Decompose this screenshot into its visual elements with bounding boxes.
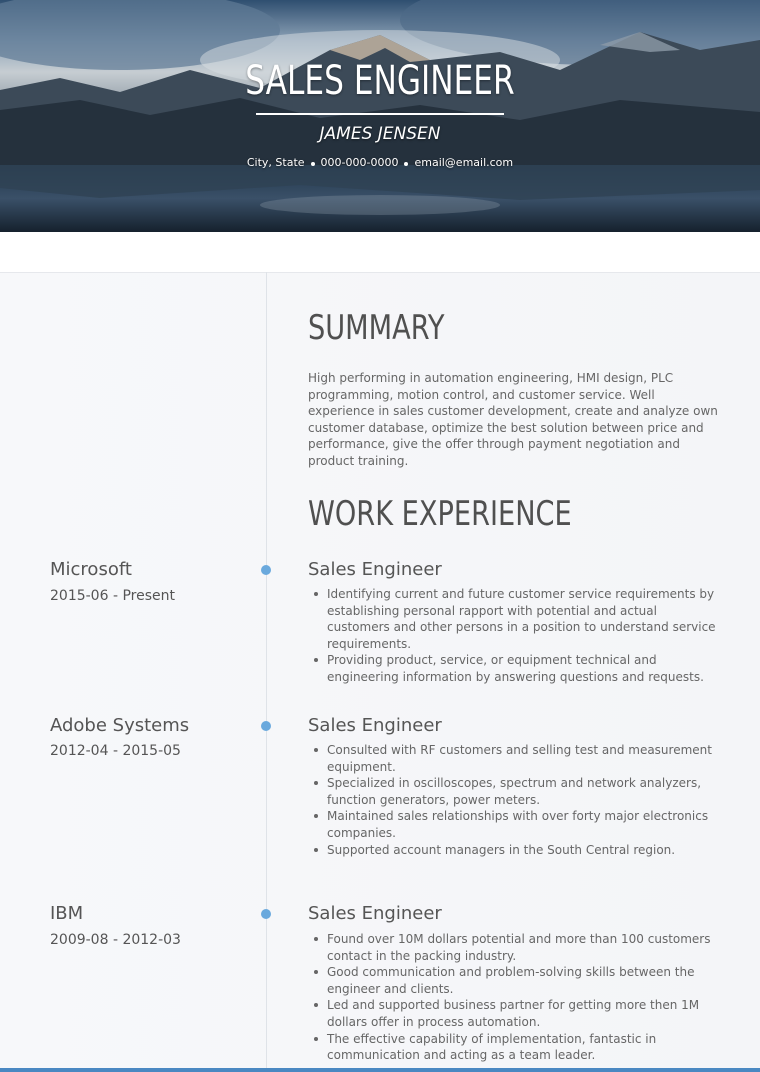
list-item: Specialized in oscilloscopes, spectrum and network analyzers, function generators, power meters.	[308, 775, 718, 808]
timeline-line	[266, 272, 267, 1072]
job-title: Sales Engineer	[308, 903, 442, 924]
job-bullets	[308, 742, 718, 858]
list-item: Providing product, service, or equipment technical and engineering information by answering questions and requests.	[308, 652, 718, 685]
summary-text: High performing in automation engineering, HMI design, PLC programming, motion control, and customer service. Well experience in sales customer development, create and analyze own customer database, optimize the best solution between price and performance, give the offer through payment negotiation and product training.	[308, 371, 718, 468]
list-item: Led and supported business partner for getting more then 1M dollars offer in process automation.	[308, 997, 718, 1030]
list-item: Consulted with RF customers and selling test and measurement equipment.	[308, 742, 718, 775]
list-item: Maintained sales relationships with over forty major electronics companies.	[308, 808, 718, 841]
list-item: Identifying current and future customer service requirements by establishing personal rapport with potential and actual customers and other persons in a position to understand service requirements.	[308, 586, 718, 652]
job-dates: 2015-06 - Present	[50, 588, 175, 604]
bottom-accent-bar	[0, 1068, 760, 1072]
timeline-dot-icon	[261, 909, 271, 919]
job-bullets	[308, 586, 718, 686]
summary-heading: SUMMARY	[308, 308, 445, 348]
work-experience-heading: WORK EXPERIENCE	[308, 494, 572, 534]
list-item: Good communication and problem-solving skills between the engineer and clients.	[308, 964, 718, 997]
separator-dot-icon	[311, 162, 315, 166]
contact-line	[0, 156, 760, 169]
job-dates: 2009-08 - 2012-03	[50, 932, 181, 948]
mountain-landscape-image	[0, 0, 760, 232]
list-item: The effective capability of implementation, fantastic in communication and acting as a team leader.	[308, 1031, 718, 1064]
candidate-name: JAMES JENSEN	[319, 124, 441, 144]
job-title: Sales Engineer	[308, 715, 442, 736]
list-item: Supported account managers in the South Central region.	[308, 842, 718, 859]
list-item: Found over 10M dollars potential and more than 100 customers contact in the packing industry.	[308, 931, 718, 964]
timeline-dot-icon	[261, 565, 271, 575]
separator-dot-icon	[404, 162, 408, 166]
company-name: IBM	[50, 903, 84, 924]
job-bullets	[308, 931, 718, 1064]
job-title-heading: SALES ENGINEER	[245, 58, 515, 104]
timeline-dot-icon	[261, 721, 271, 731]
job-title: Sales Engineer	[308, 559, 442, 580]
email-text: email@email.com	[414, 156, 514, 169]
title-underline	[256, 113, 504, 115]
phone-text: 000-000-0000	[320, 156, 399, 169]
company-name: Adobe Systems	[50, 715, 190, 736]
location-text: City, State	[246, 156, 305, 169]
company-name: Microsoft	[50, 559, 132, 580]
header-banner	[0, 0, 760, 232]
job-dates: 2012-04 - 2015-05	[50, 743, 181, 759]
